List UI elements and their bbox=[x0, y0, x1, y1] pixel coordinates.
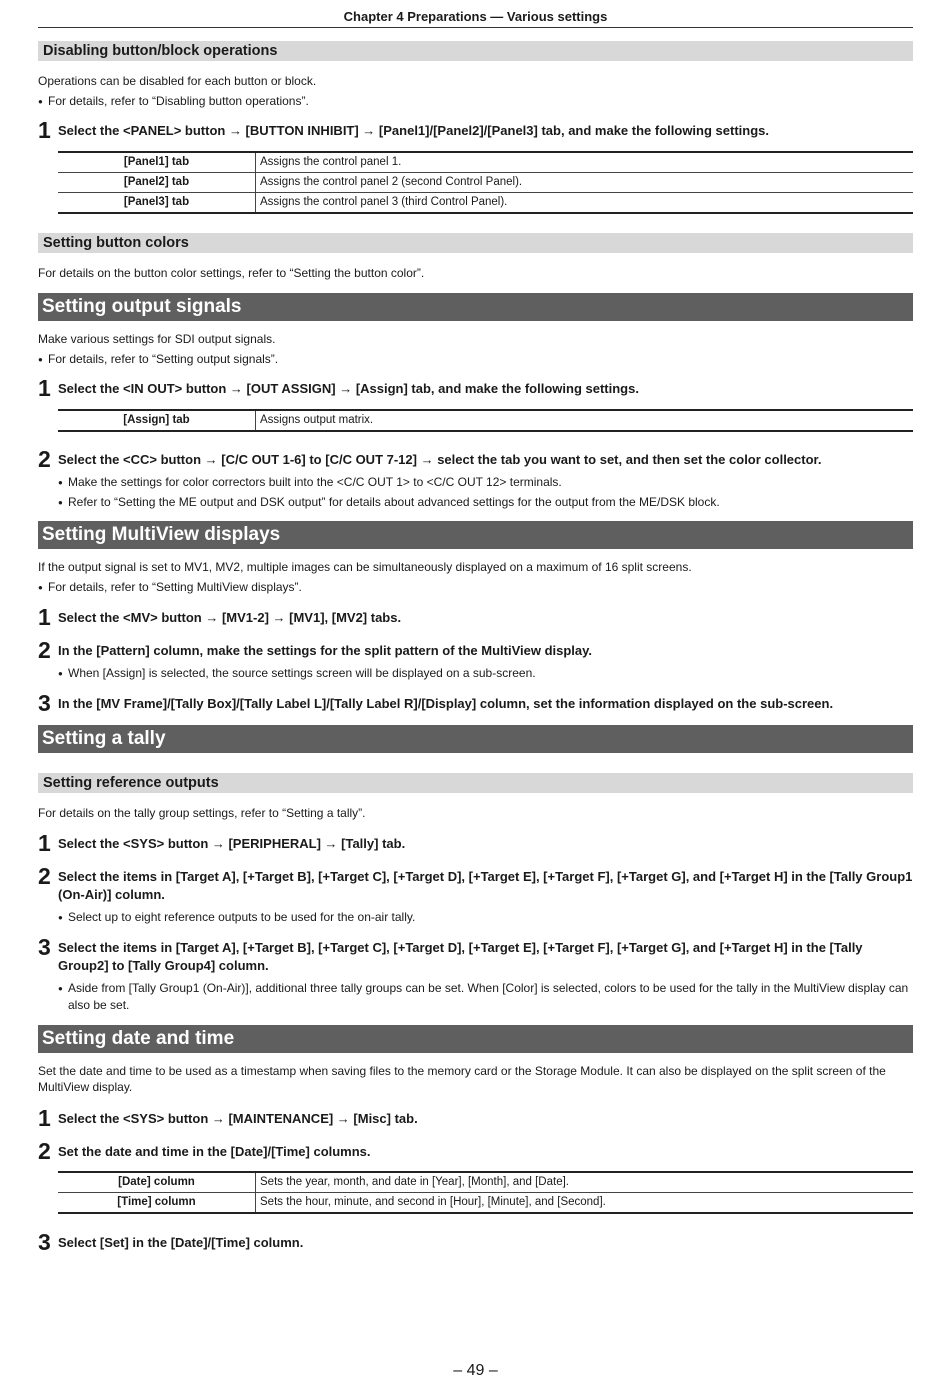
step-number: 1 bbox=[38, 604, 51, 630]
step-text: In the [MV Frame]/[Tally Box]/[Tally Label L]/[Tally Label R]/[Display] column, set the information displayed on the sub-screen. bbox=[58, 696, 834, 711]
section-title-multiview: Setting MultiView displays bbox=[38, 521, 913, 549]
table-row bbox=[58, 173, 913, 193]
section-title-output-signals: Setting output signals bbox=[38, 293, 913, 321]
section-title-tally: Setting a tally bbox=[38, 725, 913, 753]
step-text: Select the <PANEL> button → [BUTTON INHIBIT] → [Panel1]/[Panel2]/[Panel3] tab, and make the following settings. bbox=[58, 123, 769, 138]
table-row bbox=[58, 193, 913, 214]
page-number: – 49 – bbox=[453, 1362, 498, 1379]
subsection-title-reference-outputs: Setting reference outputs bbox=[38, 773, 913, 793]
step-number: 3 bbox=[38, 934, 51, 960]
output-bullet: ● For details, refer to “Setting output signals”. bbox=[38, 351, 913, 368]
tally-intro: For details on the tally group settings, refer to “Setting a tally”. bbox=[38, 806, 366, 820]
step-number: 2 bbox=[38, 1138, 51, 1164]
table-value: Assigns the control panel 3 (third Control Panel). bbox=[256, 193, 914, 214]
table-key: [Time] column bbox=[58, 1193, 256, 1214]
step-number: 1 bbox=[38, 117, 51, 143]
section-title-disabling: Disabling button/block operations bbox=[38, 41, 913, 61]
date-time-intro: Set the date and time to be used as a timestamp when saving files to the memory card or the Storage Module. It can also be displayed on the split screen of the MultiView display. bbox=[38, 1064, 886, 1094]
table-value: Assigns output matrix. bbox=[260, 414, 374, 426]
table-row bbox=[58, 1193, 913, 1214]
step-text: Set the date and time in the [Date]/[Time] columns. bbox=[58, 1144, 371, 1159]
step-number: 1 bbox=[38, 375, 51, 401]
section-title-date-time: Setting date and time bbox=[38, 1025, 913, 1053]
step-number: 3 bbox=[38, 690, 51, 716]
multiview-bullet: ● For details, refer to “Setting MultiView displays”. bbox=[38, 579, 913, 596]
step-text: Select the <IN OUT> button → [OUT ASSIGN] → [Assign] tab, and make the following settings. bbox=[58, 381, 639, 396]
step-text: Select the items in [Target A], [+Target B], [+Target C], [+Target D], [+Target E], [+Target F], [+Target G], and [+Target H] in the [Tally Group1 (On-Air)] column. bbox=[58, 869, 913, 902]
table-key: [Date] column bbox=[58, 1172, 256, 1193]
table-row bbox=[58, 410, 913, 431]
table-key: [Panel1] tab bbox=[58, 152, 256, 173]
button-colors-intro: For details on the button color settings, refer to “Setting the button color”. bbox=[38, 266, 425, 280]
date-time-table bbox=[58, 1171, 913, 1214]
step-number: 2 bbox=[38, 637, 51, 663]
assign-tab-table bbox=[58, 409, 913, 432]
output-step-2-bullet: ● Make the settings for color correctors built into the <C/C OUT 1> to <C/C OUT 12> terminals. bbox=[58, 474, 913, 491]
table-row bbox=[58, 152, 913, 173]
step-number: 3 bbox=[38, 1229, 51, 1255]
panel-tabs-table bbox=[58, 151, 913, 214]
chapter-header: Chapter 4 Preparations — Various settings bbox=[38, 9, 913, 28]
step-text: Select the <SYS> button → [PERIPHERAL] → [Tally] tab. bbox=[58, 836, 406, 851]
step-text: Select the <MV> button → [MV1-2] → [MV1], [MV2] tabs. bbox=[58, 610, 402, 625]
multiview-intro: If the output signal is set to MV1, MV2, multiple images can be simultaneously displayed on a maximum of 16 split screens. bbox=[38, 560, 692, 574]
section-title-button-colors: Setting button colors bbox=[38, 233, 913, 253]
step-text: Select the <CC> button → [C/C OUT 1-6] to [C/C OUT 7-12] → select the tab you want to set, and then set the color collector. bbox=[58, 452, 822, 467]
table-value: Assigns the control panel 1. bbox=[260, 156, 402, 168]
table-value: Sets the hour, minute, and second in [Hour], [Minute], and [Second]. bbox=[256, 1193, 914, 1214]
step-number: 1 bbox=[38, 1105, 51, 1131]
table-value: Assigns the control panel 2 (second Control Panel). bbox=[256, 173, 914, 193]
disabling-bullet: ● For details, refer to “Disabling button operations”. bbox=[38, 93, 913, 110]
step-text: Select [Set] in the [Date]/[Time] column. bbox=[58, 1235, 304, 1250]
step-number: 2 bbox=[38, 863, 51, 889]
table-key: [Panel2] tab bbox=[58, 173, 256, 193]
step-text: Select the items in [Target A], [+Target B], [+Target C], [+Target D], [+Target E], [+Target F], [+Target G], and [+Target H] in the [Tally Group2] to [Tally Group4] column. bbox=[58, 940, 863, 973]
multiview-step-2-bullet: ● When [Assign] is selected, the source settings screen will be displayed on a sub-screen. bbox=[58, 665, 913, 682]
step-number: 1 bbox=[38, 830, 51, 856]
table-value: Sets the year, month, and date in [Year], [Month], and [Date]. bbox=[260, 1176, 569, 1188]
tally-step-3-bullet: ● Aside from [Tally Group1 (On-Air)], additional three tally groups can be set. When [Color] is selected, colors to be used for the tally in the MultiView display can also be set. bbox=[58, 980, 913, 1014]
output-step-2-bullet: ● Refer to “Setting the ME output and DSK output” for details about advanced settings for the output from the ME/DSK block. bbox=[58, 494, 913, 511]
tally-step-2-bullet: ● Select up to eight reference outputs to be used for the on-air tally. bbox=[58, 909, 913, 926]
table-key: [Assign] tab bbox=[58, 410, 256, 431]
table-row bbox=[58, 1172, 913, 1193]
output-intro: Make various settings for SDI output signals. bbox=[38, 332, 276, 346]
step-text: Select the <SYS> button → [MAINTENANCE] → [Misc] tab. bbox=[58, 1111, 418, 1126]
step-number: 2 bbox=[38, 446, 51, 472]
disabling-intro: Operations can be disabled for each button or block. bbox=[38, 74, 317, 88]
table-key: [Panel3] tab bbox=[58, 193, 256, 214]
step-text: In the [Pattern] column, make the settings for the split pattern of the MultiView display. bbox=[58, 643, 593, 658]
